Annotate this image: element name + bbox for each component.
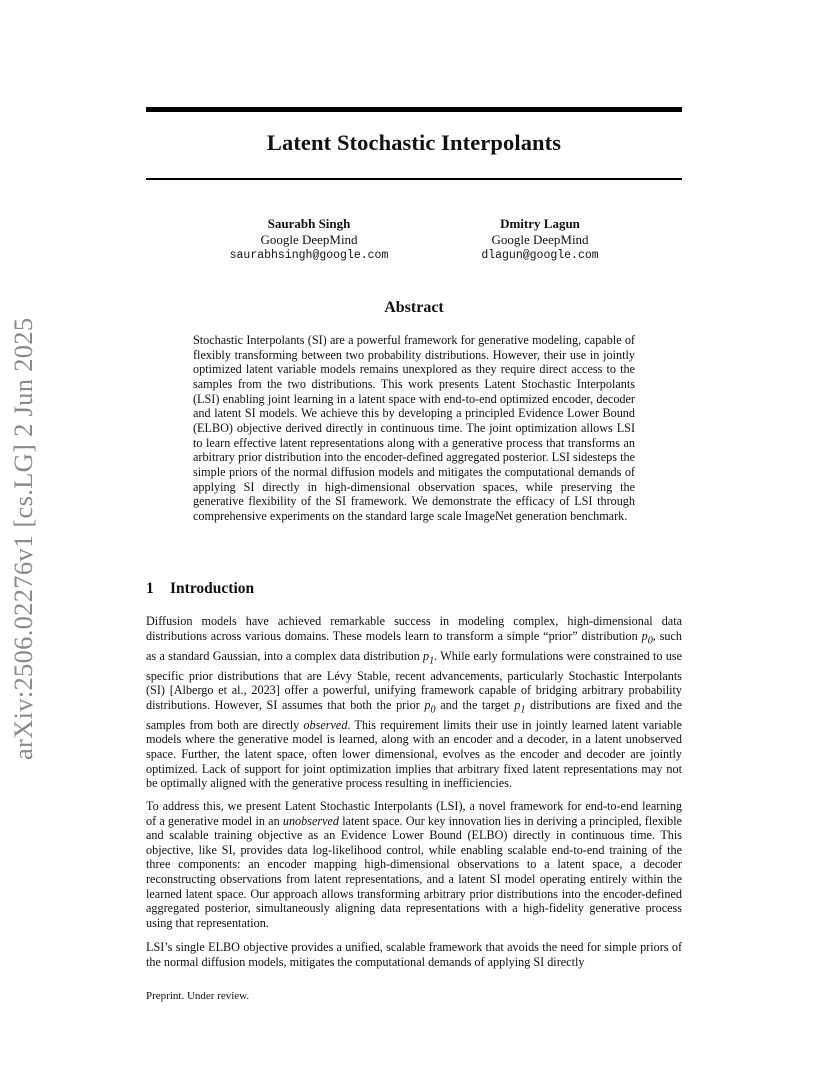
title-rule [146,178,682,180]
author-email[interactable]: saurabhsingh@google.com [229,249,389,262]
abstract-text: Stochastic Interpolants (SI) are a powerful framework for generative modeling, capable of flexibly transforming between two probability distributions. However, their use in jointly optimized latent variable models remains unexplored as they require direct access to the samples from the two distributions. This work presents Latent Stochastic Interpolants (LSI) enabling joint learning in a latent space with end-to-end optimized encoder, decoder and latent SI models. We achieve this by developing a principled Evidence Lower Bound (ELBO) objective derived directly in continuous time. The joint optimization allows LSI to learn effective latent representations along with a generative process that transforms an arbitrary prior distribution into the encoder-defined aggregated posterior. LSI sidesteps the simple priors of the normal diffusion models and mitigates the computational demands of applying SI directly in high-dimensional observation spaces, while preserving the generative flexibility of the SI framework. We demonstrate the efficacy of LSI through comprehensive experiments on the standard large scale ImageNet generation benchmark. [193,333,635,523]
math-p1: $p_1$ [514,697,526,716]
section-heading [146,580,254,598]
intro-paragraph-1: Diffusion models have achieved remarkable success in modeling complex, high-dimensional data distributions across various domains. These models learn to transform a simple “prior” distribution $p_0$, such as a standard Gaussian, into a complex data distribution $p_1$. While early formulations were constrained to use specific prior distributions that are Lévy Stable, recent advancements, particularly Stochastic Interpolants (SI) [Albergo et al., 2023] offer a powerful, unifying framework capable of bridging arbitrary probability distributions. However, SI assumes that both the prior $p_0$ and the target $p_1$ distributions are fixed and the samples from both are directly observed. This requirement limits their use in jointly learned latent variable models where the generative model is learned, along with an encoder and a decoder, in a latent unobserved space. Further, the latent space, often lower dimensional, evolves as the encoder and decoder are jointly optimized. Lack of support for joint optimization implies that arbitrary fixed latent representations may not be optimally aligned with the generative process resulting in inefficiencies. [146,614,683,791]
section-number: 1 [146,580,154,597]
abstract-heading: Abstract [384,299,444,316]
intro-paragraph-2: To address this, we present Latent Stochastic Interpolants (LSI), a novel framework for end-to-end learning of a generative model in an unobserved latent space. Our key innovation lies in deriving a principled, flexible and scalable training objective as an Evidence Lower Bound (ELBO) directly in continuous time. This objective, like SI, provides data log-likelihood control, while enabling scalable end-to-end training of the three components: an encoder mapping high-dimensional observations to a latent space, a decoder reconstructing observations from latent representations, and a latent SI model operating entirely within the learned latent space. Our approach allows transforming arbitrary prior distributions into the encoder-defined aggregated posterior, simultaneously aligning data representations with a high-fidelity generative process using that representation. [146,799,682,930]
math-p0: $p_0$ [641,628,653,647]
math-p0: $p_0$ [424,697,436,716]
author-name: Dmitry Lagun [500,216,580,231]
arxiv-stamp: arXiv:2506.02276v1 [cs.LG] 2 Jun 2025 [8,317,38,760]
author-name: Saurabh Singh [267,216,351,231]
author-block [189,216,429,264]
math-p1: $p_1$ [423,648,435,667]
author-affiliation: Google DeepMind [260,232,358,247]
top-rule [146,107,682,112]
author-email[interactable]: dlagun@google.com [481,249,599,262]
footer-note: Preprint. Under review. [146,990,250,1002]
author-affiliation: Google DeepMind [491,232,589,247]
paper-title: Latent Stochastic Interpolants [266,130,562,155]
intro-paragraph-3: LSI’s single ELBO objective provides a unified, scalable framework that avoids the need for simple priors of the normal diffusion models, mitigates the computational demands of applying SI directly [146,940,682,969]
section-title: Introduction [170,580,255,597]
author-block [420,216,660,264]
